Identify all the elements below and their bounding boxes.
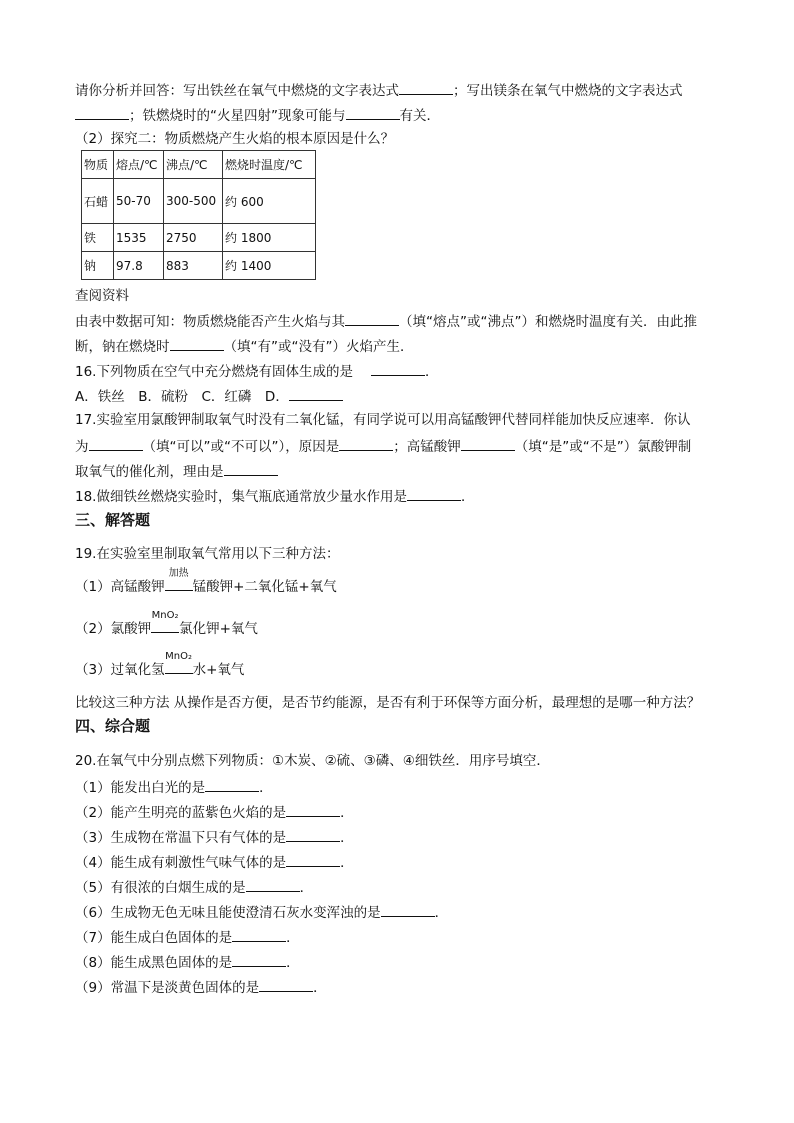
intro-line-2 [75,105,440,125]
reaction-arrow [151,610,179,638]
answer-blank[interactable] [246,877,300,892]
answer-blank[interactable] [346,105,400,120]
answer-blank[interactable] [286,827,340,842]
q16-period: ． [424,364,439,380]
answer-blank[interactable] [345,311,399,326]
answer-blank[interactable] [286,802,340,817]
section-4-heading: 四、综合题 [75,717,151,735]
intro-line-1 [75,80,683,100]
q19-m1-products: 锰酸钾+二氧化锰+氧气 [192,579,337,595]
table-row [82,252,316,280]
reaction-condition: 加热 [168,568,189,579]
table-cell: 97.8 [114,252,164,280]
q20-item-text: （2）能产生明亮的蓝紫色火焰的是 [75,805,287,821]
q19-m3-products: 水+氧气 [192,662,245,678]
reaction-arrow [165,568,193,596]
table-cell: 约 600 [223,179,316,224]
q20-item: （5）有很浓的白烟生成的是 ． [75,877,313,897]
melting-boiling-table [81,150,316,280]
answer-blank[interactable] [205,777,259,792]
table-header-row [82,151,316,179]
table-header-cell: 物质 [82,151,114,179]
answer-blank[interactable] [170,336,224,351]
q18-period: ． [460,489,475,505]
answer-blank[interactable] [381,902,435,917]
q17-line-2 [75,436,691,456]
q20-item-text: （4）能生成有刺激性气味气体的是 [75,855,287,871]
answer-blank[interactable] [232,952,286,967]
source-label: 查阅资料 [75,288,129,304]
table-cell: 约 1400 [223,252,316,280]
q19-question: 比较这三种方法 从操作是否方便，是否节约能源，是否有利于环保等方面分析，最理想的是哪一种方法？ [75,695,701,711]
q20-item: （8）能生成黑色固体的是 ． [75,952,300,972]
question-18 [75,486,474,506]
conclusion-text-1b: （填“熔点”或“沸点”）和燃烧时温度有关．由此推 [399,314,697,330]
table-row [82,224,316,252]
q20-item: （1）能发出白光的是 ． [75,777,273,797]
answer-blank[interactable] [224,461,278,476]
answer-blank[interactable] [461,436,515,451]
reaction-condition: MnO₂ [165,651,193,662]
q20-item-text: （1）能发出白光的是 [75,780,206,796]
answer-blank[interactable] [339,436,393,451]
conclusion-text-2a: 断，钠在燃烧时 [75,339,170,355]
table-cell: 300-500 [164,179,223,224]
q19-method-3 [75,651,245,679]
q20-item-text: （6）生成物无色无味且能使澄清石灰水变浑浊的是 [75,905,381,921]
q20-item-text: （3）生成物在常温下只有气体的是 [75,830,287,846]
q19-m2-reactant: （2）氯酸钾 [75,621,152,637]
q20-item-text: （5）有很浓的白烟生成的是 [75,880,246,896]
q18-stem: 18.做细铁丝燃烧实验时，集气瓶底通常放少量水作用是 [75,489,407,505]
q17-text-3: 取氧气的催化剂，理由是 [75,464,224,480]
q19-m3-reactant: （3）过氧化氢 [75,662,165,678]
table-cell: 1535 [114,224,164,252]
q17-text-2a: 为 [75,439,89,455]
answer-blank[interactable] [232,927,286,942]
table-cell: 铁 [82,224,114,252]
conclusion-text-2b: （填“有”或“没有”）火焰产生． [223,339,414,355]
q20-item-text: （7）能生成白色固体的是 [75,930,233,946]
q17-text-2c: ；高锰酸钾 [393,439,461,455]
q17-text-2b: （填“可以”或“不可以”），原因是 [142,439,340,455]
section-3-heading: 三、解答题 [75,511,151,529]
q20-stem: 20.在氧气中分别点燃下列物质：①木炭、②硫、③磷、④细铁丝．用序号填空． [75,753,550,769]
q20-item-text: （8）能生成黑色固体的是 [75,955,233,971]
q20-item: （2）能产生明亮的蓝紫色火焰的是 ． [75,802,354,822]
q16-options [75,386,343,406]
q17-line-3 [75,461,278,481]
intro-text-2b: 有关． [399,108,440,124]
question-16 [75,361,438,381]
answer-blank[interactable] [259,977,313,992]
table-row [82,179,316,224]
table-cell: 883 [164,252,223,280]
q20-item: （9）常温下是淡黄色固体的是 ． [75,977,327,997]
answer-blank[interactable] [89,436,143,451]
answer-blank[interactable] [75,105,129,120]
q20-item: （7）能生成白色固体的是 ． [75,927,300,947]
q20-item: （6）生成物无色无味且能使澄清石灰水变浑浊的是 ． [75,902,448,922]
table-header-cell: 沸点/℃ [164,151,223,179]
answer-blank[interactable] [289,386,343,401]
q16-options-text: A．铁丝 B．硫粉 C．红磷 D． [75,389,289,405]
table-cell: 50-70 [114,179,164,224]
q20-item-text: （9）常温下是淡黄色固体的是 [75,980,260,996]
table-cell: 约 1800 [223,224,316,252]
conclusion-line-1 [75,311,697,331]
answer-blank[interactable] [407,486,461,501]
q20-item: （4）能生成有刺激性气味气体的是 ． [75,852,354,872]
table-cell: 石蜡 [82,179,114,224]
q19-m1-reactant: （1）高锰酸钾 [75,579,165,595]
intro-text-2a: ；铁燃烧时的“火星四射”现象可能与 [129,108,346,124]
intro-text-1a: 请你分析并回答：写出铁丝在氧气中燃烧的文字表达式 [75,83,399,99]
reaction-arrow [165,651,193,679]
table-cell: 钠 [82,252,114,280]
q20-item: （3）生成物在常温下只有气体的是 ． [75,827,354,847]
q19-method-2 [75,610,258,638]
reaction-condition: MnO₂ [151,610,179,621]
table-header-cell: 燃烧时温度/℃ [223,151,316,179]
answer-blank[interactable] [399,80,453,95]
q17-text-2d: （填“是”或“不是”）氯酸钾制 [514,439,692,455]
answer-blank[interactable] [371,361,425,376]
table-cell: 2750 [164,224,223,252]
conclusion-text-1a: 由表中数据可知：物质燃烧能否产生火焰与其 [75,314,345,330]
table-header-cell: 熔点/℃ [114,151,164,179]
conclusion-line-2 [75,336,413,356]
answer-blank[interactable] [286,852,340,867]
intro-text-1b: ；写出镁条在氧气中燃烧的文字表达式 [453,83,683,99]
explore2-title: （2）探究二：物质燃烧产生火焰的根本原因是什么？ [75,131,395,147]
q16-stem: 16.下列物质在空气中充分燃烧有固体生成的是 [75,364,353,380]
q19-stem: 19.在实验室里制取氧气常用以下三种方法： [75,546,340,562]
q17-line-1: 17.实验室用氯酸钾制取氧气时没有二氧化锰，有同学说可以用高锰酸钾代替同样能加快反应速率．你认 [75,412,691,428]
q19-method-1 [75,568,337,596]
q19-m2-products: 氯化钾+氧气 [179,621,258,637]
